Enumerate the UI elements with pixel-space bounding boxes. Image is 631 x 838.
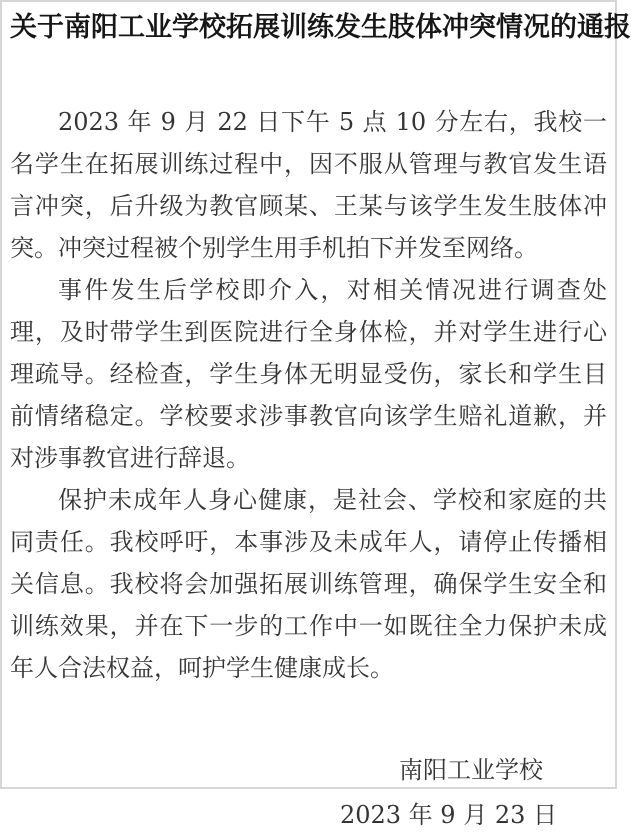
document-title: 关于南阳工业学校拓展训练发生肢体冲突情况的通报	[10, 12, 631, 43]
signature-block	[10, 748, 607, 838]
paragraph-appeal: 保护未成年人身心健康，是社会、学校和家庭的共同责任。我校呼吁，本事涉及未成年人，请停止传播相关信息。我校将会加强拓展训练管理，确保学生安全和训练效果，并在下一步的工作中一如既往全力保护未成年人合法权益，呵护学生健康成长。	[10, 486, 607, 682]
signature-date: 2023 年 9 月 23 日	[339, 801, 557, 829]
paragraph-response: 事件发生后学校即介入，对相关情况进行调查处理，及时带学生到医院进行全身体检，并对学生进行心理疏导。经检查，学生身体无明显受伤，家长和学生目前情绪稳定。学校要求涉事教官向该学生赔礼道歉，并对涉事教官进行辞退。	[10, 276, 607, 472]
signature-school-name: 南阳工业学校	[399, 756, 543, 784]
document-body	[10, 101, 607, 689]
paragraph-incident: 2023 年 9 月 22 日下午 5 点 10 分左右，我校一名学生在拓展训练过程中，因不服从管理与教官发生语言冲突，后升级为教官顾某、王某与该学生发生肢体冲突。冲突过程被个别学生用手机拍下并发至网络。	[10, 108, 607, 262]
